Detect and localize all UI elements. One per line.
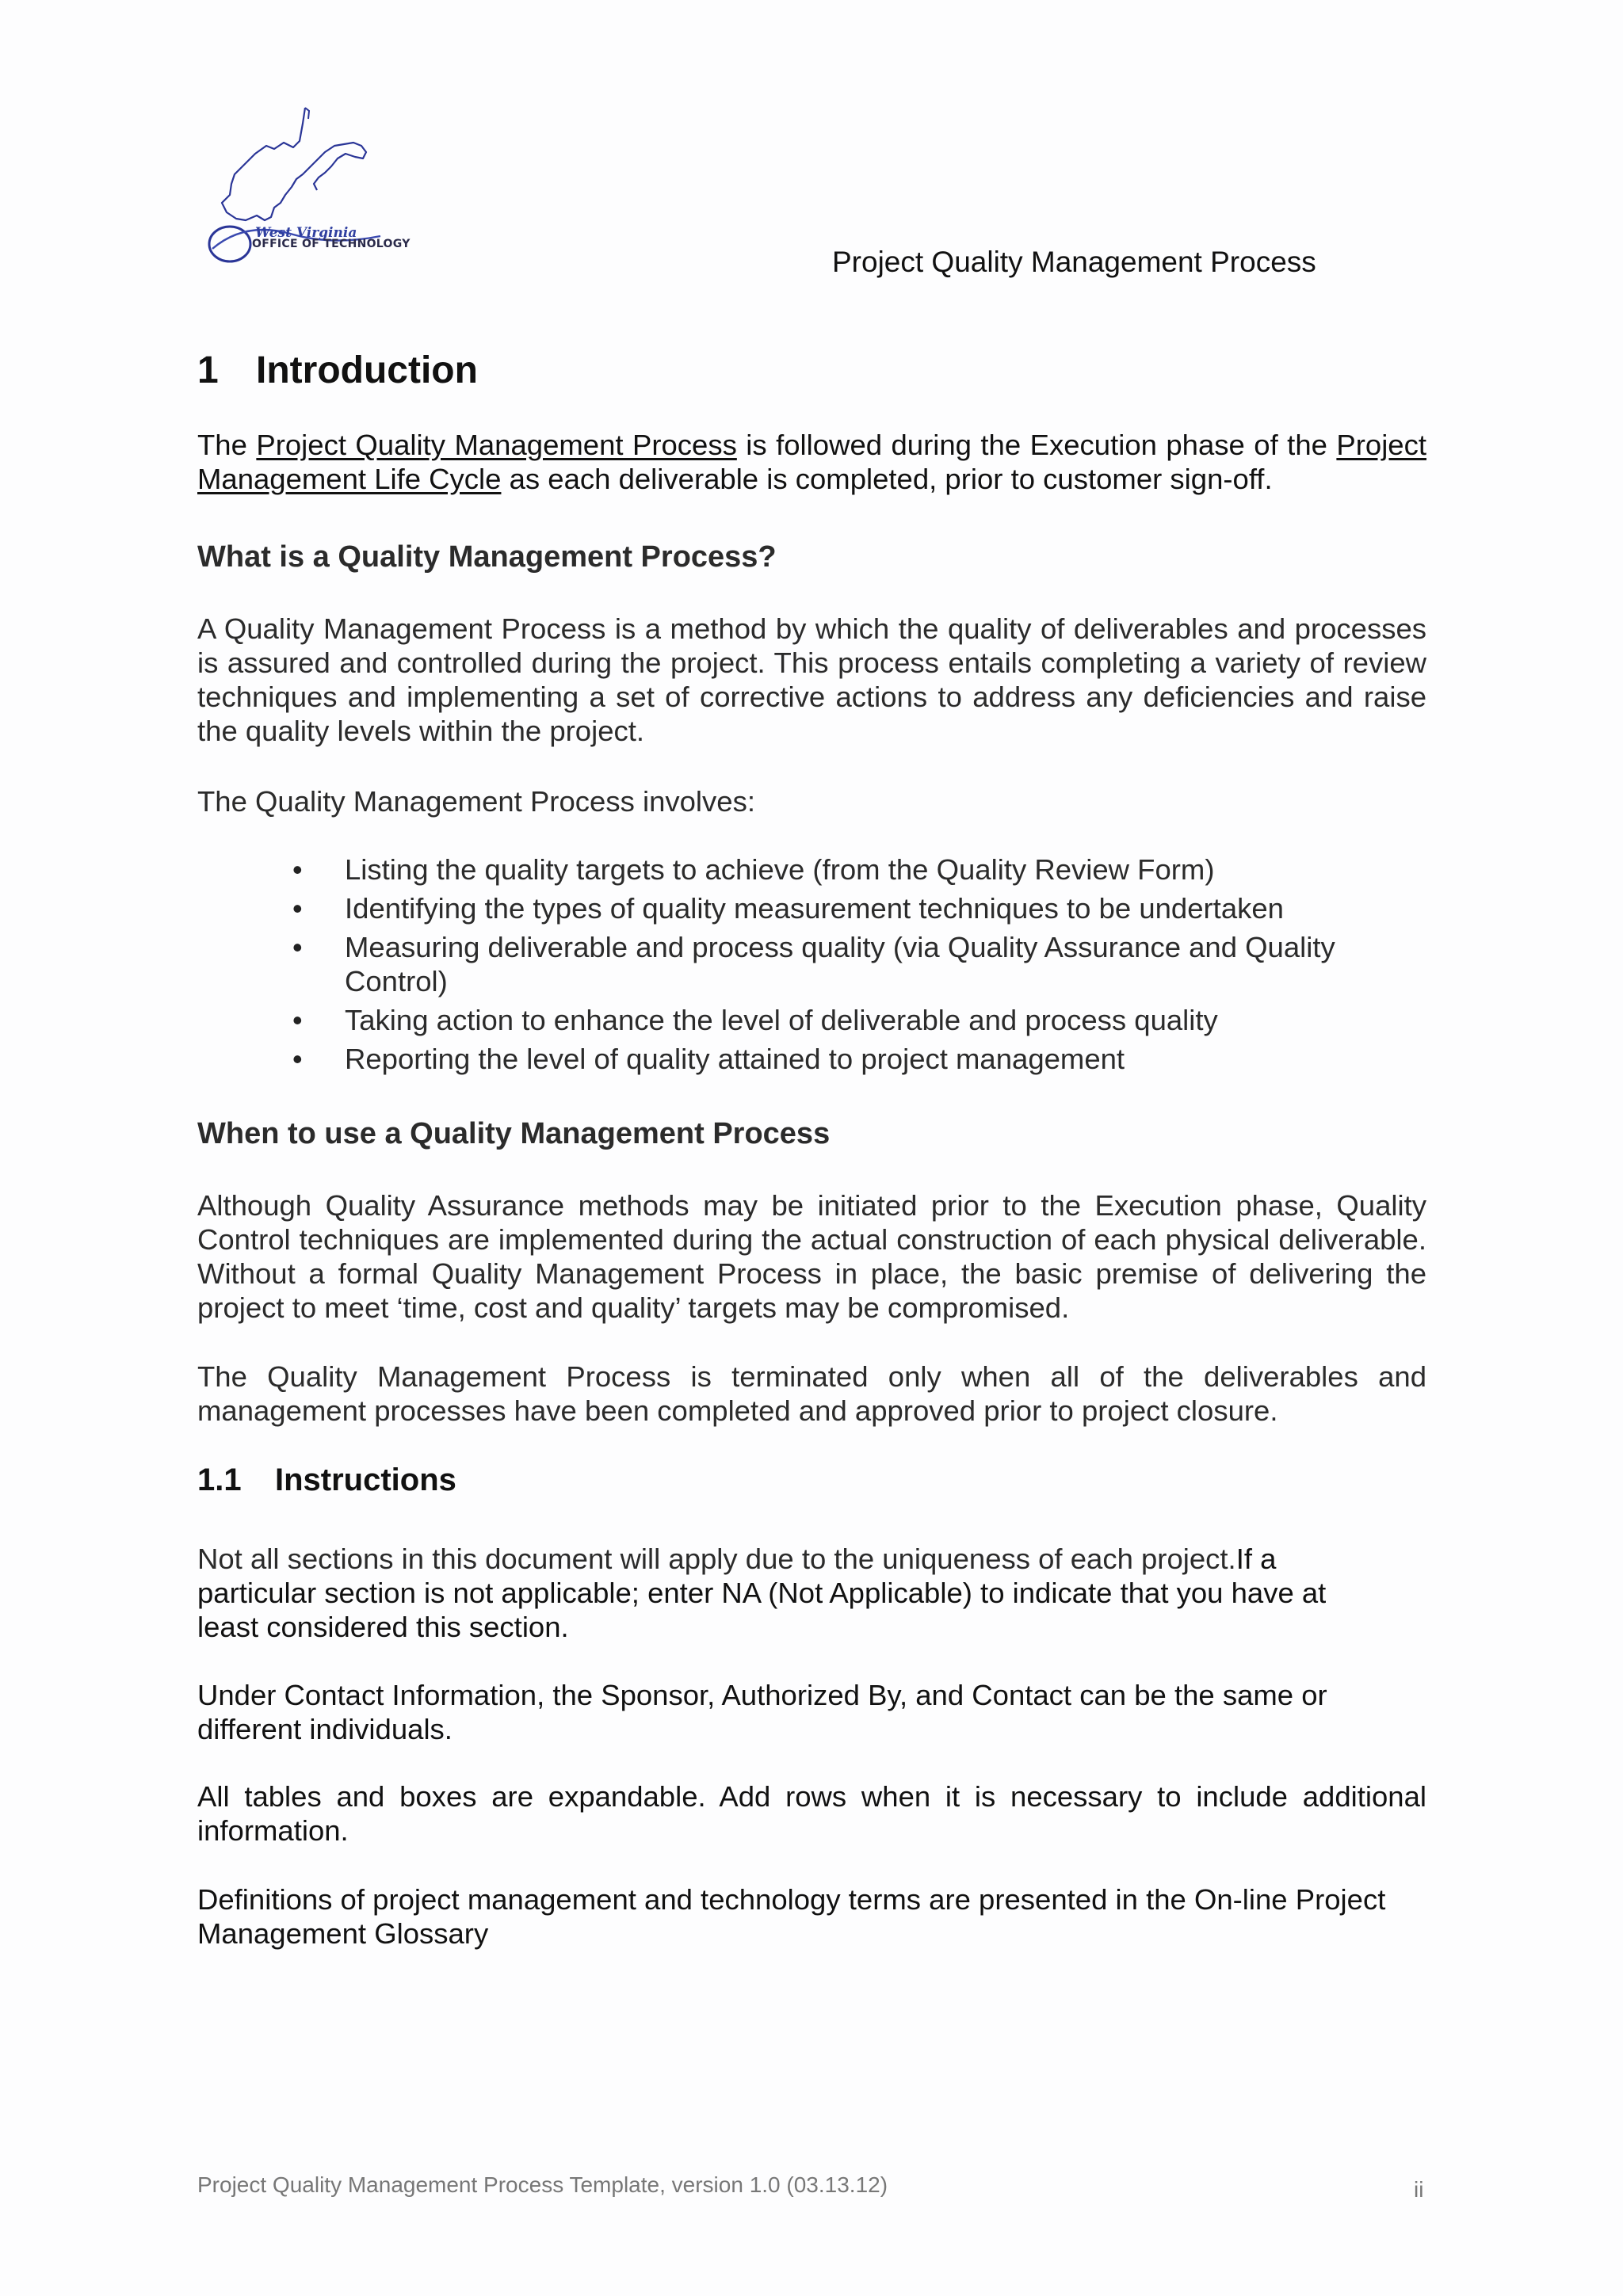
- intro-text-suffix: as each deliverable is completed, prior to customer sign-off.: [501, 463, 1273, 495]
- what-is-heading: What is a Quality Management Process?: [197, 540, 777, 574]
- instructions-paragraph-1: [197, 1542, 1386, 1644]
- instructions-heading: [197, 1463, 456, 1498]
- logo-caption-text: OFFICE OF TECHNOLOGY: [252, 238, 411, 250]
- list-item: • Taking action to enhance the level of deliverable and process quality: [197, 1003, 1426, 1037]
- involves-label: The Quality Management Process involves:: [197, 785, 755, 818]
- instructions-paragraph-2: Under Contact Information, the Sponsor, Authorized By, and Contact can be the same or different individuals.: [197, 1679, 1327, 1745]
- instructions-p1-part2: If a particular section is not applicable; enter NA (Not Applicable) to indicate that you have at least considered this section.: [197, 1543, 1327, 1643]
- footer-page-number: ii: [1414, 2177, 1424, 2202]
- footer-template-info: Project Quality Management Process Template, version 1.0 (03.13.12): [197, 2172, 888, 2197]
- section-number: 1: [197, 349, 219, 391]
- section-1-heading: [197, 349, 478, 392]
- subsection-title: Instructions: [275, 1463, 456, 1497]
- subsection-number: 1.1: [197, 1463, 242, 1497]
- project-management-life-cycle-link[interactable]: Project Management Life Cycle: [197, 429, 1426, 495]
- list-item: • Listing the quality targets to achieve (from the Quality Review Form): [197, 852, 1426, 887]
- when-to-use-heading: When to use a Quality Management Process: [197, 1117, 831, 1150]
- list-item: • Reporting the level of quality attained to project management: [197, 1042, 1426, 1076]
- instructions-p1-part1: Not all sections in this document will apply due to the uniqueness of each project.: [197, 1543, 1236, 1575]
- when-to-use-paragraph-1: Although Quality Assurance methods may be initiated prior to the Execution phase, Quality Control techniques are implemented during the actual construction of each physical deliverable. Without a formal Quality Management Process in place, the basic premise of delivering the project to meet ‘time, cost and quality’ targets may be compromised.: [197, 1189, 1426, 1324]
- intro-paragraph: [197, 428, 1426, 496]
- instructions-paragraph-4: Definitions of project management and technology terms are presented in the On-line Project Management Glossary: [197, 1883, 1386, 1950]
- when-to-use-paragraph-2: The Quality Management Process is terminated only when all of the deliverables and management processes have been completed and approved prior to project closure.: [197, 1360, 1426, 1427]
- instructions-paragraph-3: All tables and boxes are expandable. Add rows when it is necessary to include additional information.: [197, 1780, 1426, 1847]
- header-title: Project Quality Management Process: [832, 246, 1316, 278]
- section-title: Introduction: [256, 349, 478, 391]
- list-item: • Identifying the types of quality measurement techniques to be undertaken: [197, 891, 1426, 925]
- intro-text-middle: is followed during the Execution phase of the: [736, 429, 1337, 461]
- what-is-paragraph: A Quality Management Process is a method by which the quality of deliverables and processes is assured and controlled during the project. This process entails completing a variety of review techniques and implementing a set of corrective actions to address any deficiencies and raise the quality levels within the project.: [197, 612, 1426, 747]
- project-quality-management-process-link[interactable]: Project Quality Management Process: [256, 429, 737, 461]
- involves-list: [197, 852, 1426, 1081]
- list-item: • Measuring deliverable and process quality (via Quality Assurance and Quality Control): [197, 930, 1426, 998]
- logo-script-text: West Virginia: [255, 225, 357, 241]
- intro-text-prefix: The: [197, 429, 257, 461]
